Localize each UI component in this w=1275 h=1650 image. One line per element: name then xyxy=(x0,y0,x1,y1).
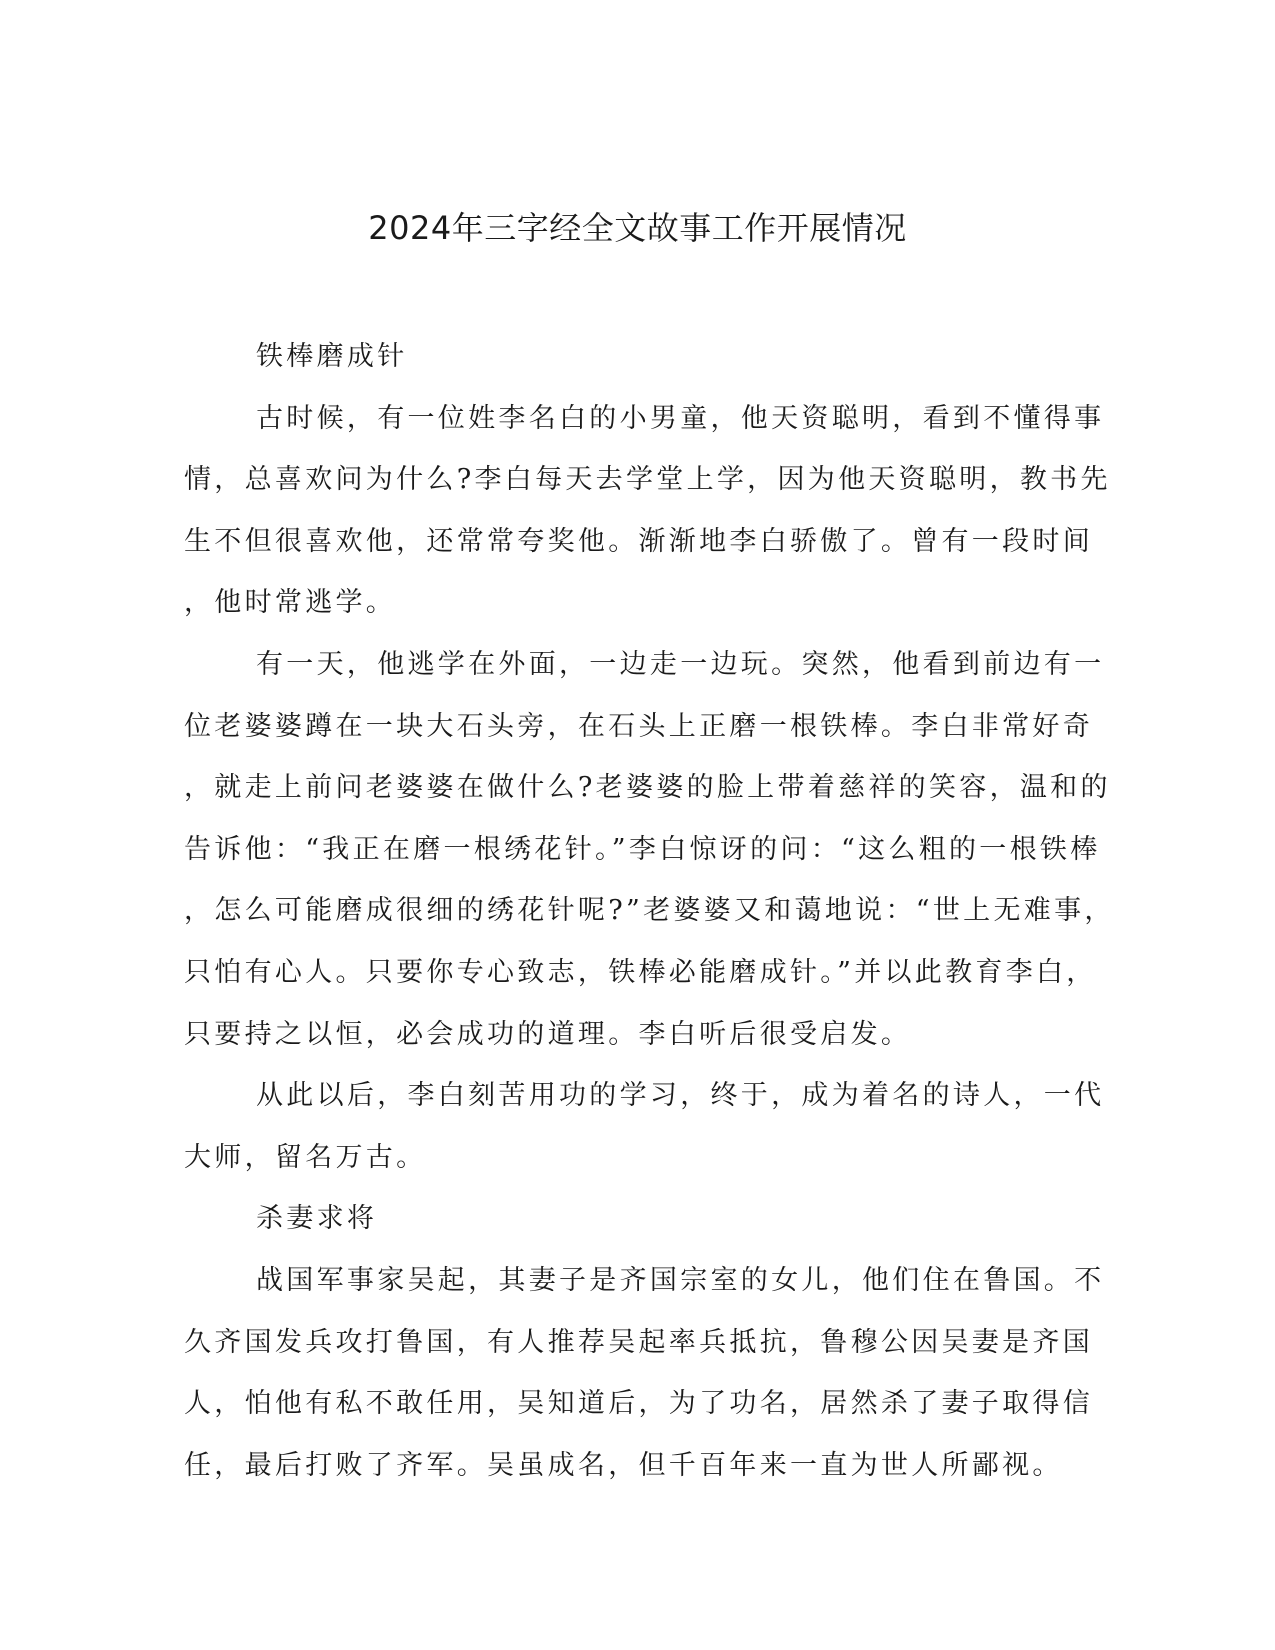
paragraph xyxy=(184,634,1115,1065)
text-line: 生不但很喜欢他，还常常夸奖他。渐渐地李白骄傲了。曾有一段时间 xyxy=(184,525,1093,557)
text-line: ，就走上前问老婆婆在做什么?老婆婆的脸上带着慈祥的笑容，温和的 xyxy=(184,772,1111,804)
text-line: 位老婆婆蹲在一块大石头旁，在石头上正磨一根铁棒。李白非常好奇 xyxy=(184,710,1093,742)
text-line: 大师，留名万古。 xyxy=(184,1141,427,1173)
text-line: ，他时常逃学。 xyxy=(184,587,397,619)
text-line: 有一天，他逃学在外面，一边走一边玩。突然，他看到前边有一 xyxy=(256,648,1105,680)
section-heading: 杀妻求将 xyxy=(256,1203,378,1235)
text-line: 告诉他：“我正在磨一根绣花针。”李白惊讶的问：“这么粗的一根铁棒 xyxy=(184,833,1101,865)
text-line: 战国军事家吴起，其妻子是齐国宗室的女儿，他们住在鲁国。不 xyxy=(256,1264,1105,1296)
text-line: 久齐国发兵攻打鲁国，有人推荐吴起率兵抵抗，鲁穆公因吴妻是齐国 xyxy=(184,1326,1093,1358)
section-heading: 铁棒磨成针 xyxy=(256,341,408,372)
text-line: 只要持之以恒，必会成功的道理。李白听后很受启发。 xyxy=(184,1018,912,1050)
document-title: 2024年三字经全文故事工作开展情况 xyxy=(368,209,907,247)
paragraph xyxy=(184,1065,1105,1188)
paragraph xyxy=(184,1250,1105,1496)
text-line: 人，怕他有私不敢任用，吴知道后，为了功名，居然杀了妻子取得信 xyxy=(184,1388,1093,1420)
paragraph xyxy=(184,388,1111,634)
text-line: 古时候，有一位姓李名白的小男童，他天资聪明，看到不懂得事 xyxy=(256,402,1105,434)
text-line: 任，最后打败了齐军。吴虽成名，但千百年来一直为世人所鄙视。 xyxy=(184,1449,1063,1481)
text-line: 情，总喜欢问为什么?李白每天去学堂上学，因为他天资聪明，教书先 xyxy=(184,464,1111,496)
document-body xyxy=(184,326,1115,1496)
text-line: ，怎么可能磨成很细的绣花针呢?”老婆婆又和蔼地说：“世上无难事， xyxy=(184,895,1115,927)
text-line: 只怕有心人。只要你专心致志，铁棒必能磨成针。”并以此教育李白， xyxy=(184,956,1097,988)
text-line: 从此以后，李白刻苦用功的学习，终于，成为着名的诗人，一代 xyxy=(256,1080,1105,1112)
